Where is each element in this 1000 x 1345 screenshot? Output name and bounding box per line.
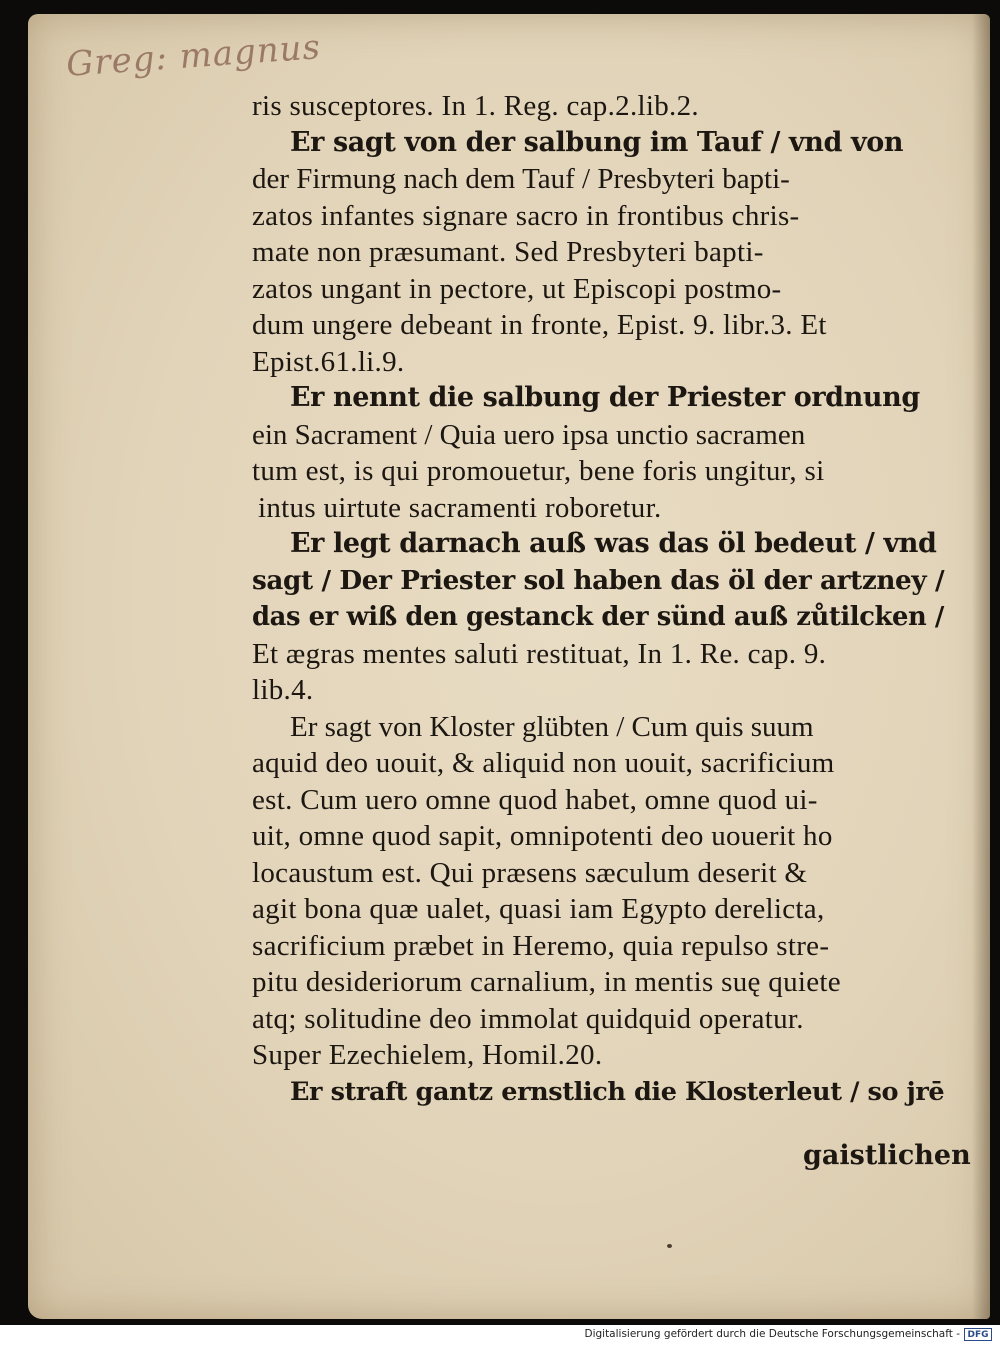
page-text-block [252,88,952,1110]
text-line: Er sagt von der salbung im Tauf / vnd von [290,126,904,158]
handwritten-margin-note: Greg: magnus [64,27,323,85]
text-line: Super Ezechielem, Homil.20. [252,1039,603,1071]
text-line: Er nennt die salbung der Priester ordnung [290,382,920,413]
footer-bar [0,1325,1000,1345]
text-line: intus uirtute sacramenti roboretur. [258,491,662,524]
paper-speck [667,1244,672,1248]
text-line: aquid deo uouit, & aliquid non uouit, sacrificium [252,747,835,779]
text-line: mate non præsumant. Sed Presbyteri bapti- [252,236,764,268]
text-line: tum est, is qui promouetur, bene foris ungitur, si [252,455,825,487]
text-line: uit, omne quod sapit, omnipotenti deo uouerit ho [252,820,833,852]
text-line: Er sagt von Kloster glübten / Cum quis suum [290,710,814,743]
text-line: lib.4. [252,674,314,706]
footer-credit: Digitalisierung gefördert durch die Deutsche Forschungsgemeinschaft - [584,1328,960,1340]
text-line: locaustum est. Qui præsens sæculum deserit & [252,856,808,889]
text-line: Er straft gantz ernstlich die Klosterleut / so jrē [290,1076,945,1107]
catchword: gaistlichen [803,1140,971,1171]
text-line: agit bona quæ ualet, quasi iam Egypto derelicta, [252,893,825,925]
text-line: dum ungere debeant in fronte, Epist. 9. libr.3. Et [252,309,827,341]
text-line: atq; solitudine deo immolat quidquid operatur. [252,1002,804,1035]
text-line: sacrificium præbet in Heremo, quia repulso stre- [252,929,830,962]
text-line: zatos infantes signare sacro in frontibus chris- [252,199,800,232]
text-line: Er legt darnach auß was das öl bedeut / vnd [290,528,937,559]
text-line: est. Cum uero omne quod habet, omne quod ui- [252,783,818,816]
text-line: ris susceptores. In 1. Reg. cap.2.lib.2. [252,90,699,122]
text-line: sagt / Der Priester sol haben das öl der artzney / [252,564,945,596]
text-line: ein Sacrament / Quia uero ipsa unctio sacramen [252,418,806,451]
text-line: pitu desideriorum carnalium, in mentis suę quiete [252,966,841,998]
text-line: das er wiß den gestanck der sünd auß zůtilcken / [252,602,944,632]
text-line: zatos ungant in pectore, ut Episcopi postmo- [252,272,782,305]
text-line: Epist.61.li.9. [252,345,405,378]
text-line: Et ægras mentes saluti restituat, In 1. Re. cap. 9. [252,637,827,670]
dfg-logo: DFG [964,1328,992,1341]
text-line: der Firmung nach dem Tauf / Presbyteri bapti- [252,163,790,195]
